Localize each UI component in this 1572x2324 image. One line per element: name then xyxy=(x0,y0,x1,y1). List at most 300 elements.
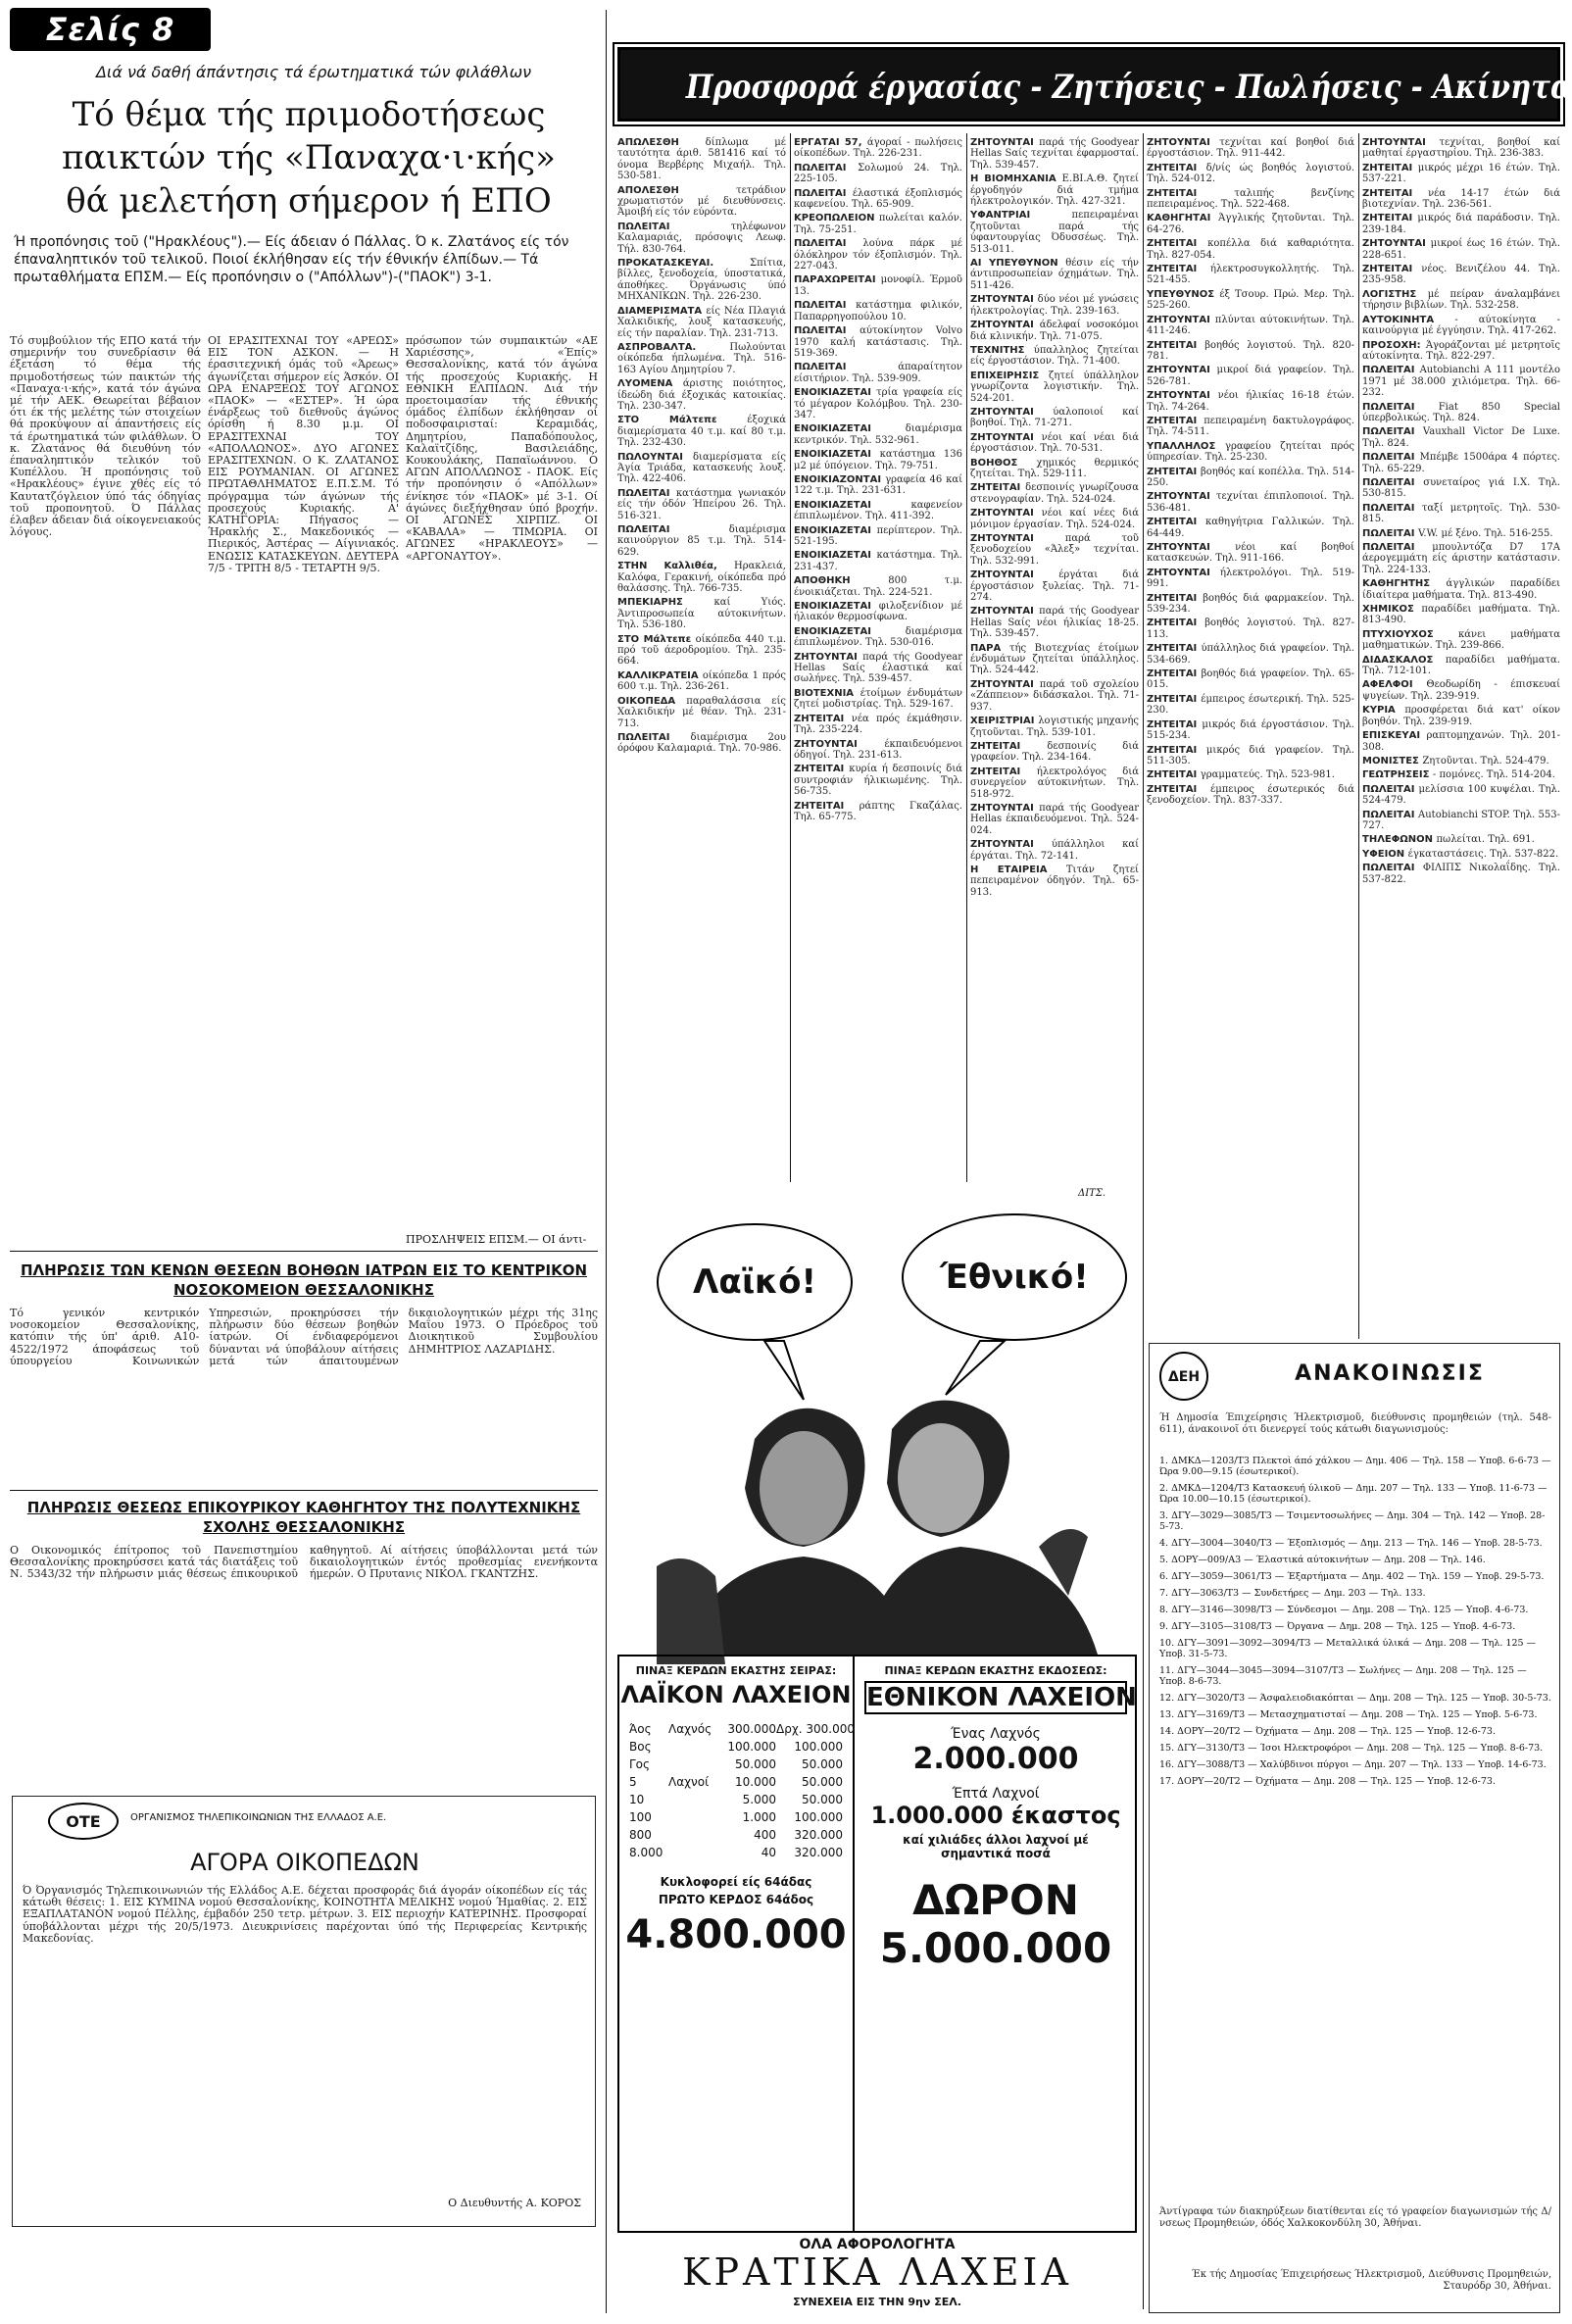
classified-ad-text: ράπτης Γκαζάλας. Τηλ. 65-775. xyxy=(794,800,962,822)
prize-row xyxy=(629,1738,843,1755)
classified-ad xyxy=(1362,784,1560,807)
classified-ad xyxy=(617,185,786,219)
lottery-footer: ΚΡΑΤΙΚΑ ΛΑΧΕΙΑ xyxy=(682,2250,1072,2294)
classified-ad xyxy=(1362,834,1560,845)
announcement-item: 8. ΔΓΥ—3146—3098/Τ3 — Σύνδεσμοι — Δημ. 208 — Τηλ. 125 — Υποβ. 4-6-73. xyxy=(1159,1605,1529,1615)
classified-ad xyxy=(1147,745,1354,767)
classified-ad-text: Autobianchi A 111 μοντέλο 1971 μέ 38.000 χιλιόμετρα. Τηλ. 66-232. xyxy=(1362,365,1560,399)
classified-ad xyxy=(794,213,962,235)
classified-ad-text: πεπειραμέναι ζητοῦνται παρά τής ύφαντουργίας Όδυσσέως. Τηλ. 513-011. xyxy=(970,210,1139,255)
classified-ad-text: νέοι καί νέες διά μόνιμον έργασίαν. Τηλ. 524-024. xyxy=(970,508,1139,530)
classified-ad xyxy=(617,452,786,485)
classified-ad-lead: ΖΗΤΟΥΝΤΑΙ xyxy=(1362,238,1431,250)
classified-ad-text: παραδίδει μαθήματα. Τηλ. 813-490. xyxy=(1362,604,1560,626)
classified-ad-text: ύπάλληλοι καί έργάται. Τηλ. 72-141. xyxy=(970,839,1139,862)
classified-ad-text: γραφεία 46 καί 122 τ.μ. Τηλ. 231-631. xyxy=(794,473,962,497)
article-column-1: Τό συμβούλιον τής ΕΠΟ κατά τήν σημερινήν του συνεδρίασιν θά έξετάση τό θέμα τής πριμοδοτήσεως τών παικτών τής «Παναχα·ι·κής», κατά τόν άγώνα μέ τήν ΑΕΚ. Θεωρείται βέβαιον ότι έκ τής μελέτης τών στοιχείων θά προκύψουν αί άπαντήσεις είς τά έρωτηματικά τών φιλάθλων. Ό κ. Ζλατάνος θά διευθύνη τόν έπαναληπτικόν τελικόν τοῦ Κυπέλλου. Ή προπόνησις τοῦ «Ηρακλέους» έγινε χθές είς τό Καυτατζόγλειον ύπό τάς όδηγίας τοῦ προπονητοῦ. Ό Πάλλας έλαβεν άδειαν διά οίκογενειακούς λόγους. xyxy=(10,334,205,539)
prize-cell-n: 5 xyxy=(629,1775,637,1789)
classified-ad-lead: Η ΒΙΟΜΗΧΑΝΙΑ xyxy=(970,173,1062,185)
announcement-item: 9. ΔΓΥ—3105—3108/Τ3 — Όργανα — Δημ. 208 — Τηλ. 125 — Υποβ. 4-6-73. xyxy=(1159,1621,1516,1632)
classified-ad-text: διαμερίσματα είς Άγία Τριάδα, κατασκευής λουξ. Τηλ. 422-406. xyxy=(617,451,786,485)
classified-ad-lead: ΧΗΜΙΚΟΣ xyxy=(1362,604,1422,616)
classified-ad-text: - πομόνες. Τηλ. 514-204. xyxy=(1432,769,1555,781)
prize-cell-amt: 5.000 xyxy=(742,1793,776,1806)
classified-ad xyxy=(1362,604,1560,626)
prize-cell-label xyxy=(668,1738,717,1755)
classified-ad-lead: ΕΝΟΙΚΙΑΖΕΤΑΙ xyxy=(794,387,877,399)
laiko-prize-table xyxy=(629,1720,856,1861)
classified-ad-lead: ΖΗΤΕΙΤΑΙ xyxy=(1147,769,1201,781)
prize-cell-label xyxy=(668,1755,717,1773)
announcement-item: 3. ΔΓΥ—3029—3085/Τ3 — Τσιμεντοσωλήνες — Δημ. 304 — Τηλ. 142 — Υποβ. 28-5-73. xyxy=(1159,1510,1546,1532)
classified-ad xyxy=(970,569,1139,603)
classified-ad-lead: ΒΟΗΘΟΣ xyxy=(970,457,1037,469)
classified-ad xyxy=(970,606,1139,639)
classified-ad-lead: ΖΗΤΕΙΤΑΙ xyxy=(794,764,850,775)
classified-ad-lead: ΖΗΤΟΥΝΤΑΙ xyxy=(1147,491,1216,503)
classified-ad-lead: ΠΩΛΕΙΤΑΙ xyxy=(617,221,731,232)
kicker: Διά νά δαθή άπάντησις τά έρωτηματικά τών φιλάθλων xyxy=(95,63,532,81)
classified-ad-text: Σολωμού 24. Τηλ. 225-105. xyxy=(794,162,962,185)
classified-ad-lead: ΖΗΤΟΥΝΤΑΙ xyxy=(1147,542,1236,553)
classified-ad-lead: ΖΗΤΟΥΝΤΑΙ xyxy=(970,137,1040,148)
classified-ad xyxy=(970,508,1139,530)
classified-ad-lead: ΖΗΤΕΙΤΑΙ xyxy=(1147,517,1205,528)
classified-ad xyxy=(970,432,1139,455)
classified-ad-text: έμπειρος έσωτερικός διά ξενοδοχείον. Τηλ. 837-337. xyxy=(1147,783,1355,807)
classified-ad xyxy=(1147,416,1354,438)
classified-ad xyxy=(970,345,1139,368)
classified-ad-lead: ΚΑΘΗΓΗΤΑΙ xyxy=(1147,213,1219,224)
classified-ad-text: έμπειρος έσωτερική. Τηλ. 525-230. xyxy=(1147,693,1354,717)
classified-ad-text: τεχνίται έπιπλοποιοί. Τηλ. 536-481. xyxy=(1147,491,1354,514)
classified-ad-text: κατάστημα 136 μ2 μέ ύπόγειον. Τηλ. 79-751. xyxy=(794,449,962,471)
classified-ad-lead: ΠΩΛΕΙΤΑΙ xyxy=(1362,401,1439,413)
announcement-item: 13. ΔΓΥ—3169/Τ3 — Μετασχηματισταί — Δημ. 208 — Τηλ. 125 — Υποβ. 5-6-73. xyxy=(1159,1709,1538,1720)
classified-ad xyxy=(617,561,786,594)
classified-ad xyxy=(794,575,962,598)
prize-row xyxy=(629,1808,843,1826)
classified-ad-lead: ΠΩΛΕΙΤΑΙ xyxy=(1362,476,1424,488)
classified-ad-text: νέα 14-17 έτών διά βιοτεχνίαν. Τηλ. 236-561. xyxy=(1362,187,1560,211)
classified-ad-lead: ΠΡΟΣΟΧΗ: xyxy=(1362,339,1426,351)
classified-ad-text: δ/νίς ώς βοηθός λογιστού. Τηλ. 524-012. xyxy=(1147,162,1354,185)
classified-ad xyxy=(617,306,786,339)
announcement-item: 10. ΔΓΥ—3091—3092—3094/Τ3 — Μεταλλικά ύλικά — Δημ. 208 — Τηλ. 125 — Υποβ. 31-5-73. xyxy=(1159,1638,1537,1659)
classified-ad-text: δύο νέοι μέ γνώσεις ήλεκτρολογίας. Τηλ. 239-163. xyxy=(970,294,1139,317)
classified-ad xyxy=(617,342,786,375)
subhead: Ή προπόνησις τοῦ ("Ηρακλέους").— Είς άδειαν ό Πάλλας. Ό κ. Ζλατάνος είς τόν έπαναληπτικόν τοῦ τελικοῦ. Ποιοί έκλήθησαν είς τήν έθνικήν έλπίδων.— Τά πρωταθλήματα ΕΠΣΜ.— Είς προπόνησιν ο ("Απόλλων")-("ΠΑΟΚ") 3-1. xyxy=(14,234,569,285)
classified-ad xyxy=(1362,542,1560,575)
classified-ad xyxy=(970,533,1139,567)
classified-ad xyxy=(1147,784,1354,807)
classified-ad xyxy=(970,482,1139,505)
classified-ad xyxy=(1147,568,1354,590)
classified-ad-lead: ΜΟΝΙΣΤΕΣ xyxy=(1362,755,1423,766)
classified-ad-text: πωλείται καλόν. Τηλ. 75-251. xyxy=(794,213,962,235)
classified-ad xyxy=(970,716,1139,738)
laiko-title: ΛΑΪΚΟΝ ΛΑΧΕΙΟΝ xyxy=(620,1681,852,1708)
classified-ad-text: έγκαταστάσεις. Τηλ. 537-822. xyxy=(1407,848,1559,860)
classified-ad xyxy=(1362,655,1560,677)
classified-ad-text: Ζητοῦνται. Τηλ. 524-479. xyxy=(1422,755,1549,766)
classified-ad-lead: ΖΗΤΕΙΤΑΙ xyxy=(1147,187,1235,199)
classified-ad xyxy=(1362,264,1560,286)
classified-ad xyxy=(794,525,962,548)
classified-ad-text: δίπλωμα μέ ταυτότητα άριθ. 581416 καί τό όνομα Βερβέρης Μιχαήλ. Τηλ. 530-581. xyxy=(617,137,786,182)
continued-note: ΣΥΝΕΧΕΙΑ ΕΙΣ ΤΗΝ 9ην ΣΕΛ. xyxy=(793,2296,961,2308)
classified-ad-lead: ΔΙΑΜΕΡΙΣΜΑΤΑ xyxy=(617,305,707,317)
announcement-item: 7. ΔΓΥ—3063/Τ3 — Συνδετήρες — Δημ. 203 — Τηλ. 133. xyxy=(1159,1588,1426,1599)
classified-ad xyxy=(794,387,962,420)
classified-ad xyxy=(1362,315,1560,337)
classified-ad-lead: ΠΩΛΕΙΤΑΙ xyxy=(1362,502,1422,514)
classified-ad-lead: ΑΠΩΛΕΣΘΗ xyxy=(617,137,706,148)
notice-hospital-text: Τό γενικόν κεντρικόν νοσοκομείον Θεσσαλονίκης, κατόπιν τής ύπ' άριθ. Α10-4522/1972 άποφάσεως τοῦ ύπουργείου Κοινωνικών Υπηρεσιών, προκηρύσσει τήν πλήρωσιν δύο θέσεων βοηθών ίατρών. Οί ένδιαφερόμενοι δύνανται νά ύποβάλουν αίτήσεις μετά τών άπαιτουμένων δικαιολογητικών μέχρι τής 31ης Μαΐου 1973. Ο Πρόεδρος τοῦ Διοικητικοῦ Συμβουλίου ΔΗΜΗΤΡΙΟΣ ΛΑΖΑΡΙΔΗΣ. xyxy=(10,1307,602,1367)
prize-cell-total: 320.000 xyxy=(794,1828,843,1842)
classified-ad-text: προσφέρεται διά κατ' οίκον βοηθόν. Τηλ. 239-919. xyxy=(1362,705,1560,727)
classified-ad xyxy=(1147,238,1354,261)
classified-ad-text: Πωλούνται οίκόπεδα ήπλωμένα. Τηλ. 516-163 Αγίου Δημητρίου 7. xyxy=(617,341,786,375)
classified-ad xyxy=(1362,769,1560,780)
classified-ad-text: παρά τής Goodyear Hellas Sαίς έλαστικά καί σωλήνες. Τηλ. 539-457. xyxy=(794,651,962,685)
bubble-right-text: Έθνικό! xyxy=(940,1258,1089,1297)
classified-ad-lead: ΖΗΤΟΥΝΤΑΙ xyxy=(1147,390,1218,402)
prize-cell-amt: 1.000 xyxy=(742,1810,776,1824)
classified-ad-text: Ε.ΒΙ.Α.Θ. ζητεί έργοδηγόν διά τμήμα ήλεκτρολογικόν. Τηλ. 427-321. xyxy=(970,173,1139,208)
classifieds-col-b xyxy=(794,137,962,1176)
article-column-2: ΟΙ ΕΡΑΣΙΤΕΧΝΑΙ ΤΟΥ «ΑΡΕΩΣ» ΕΙΣ ΤΟΝ ΑΣΚΟΝ. — Η έρασιτεχνική όμάς τοῦ «Άρεως» άγωνίζεται σήμερον είς Άσκόν. ΟΙ ΩΡΑ ΕΝΑΡΞΕΩΣ ΤΟΥ ΑΓΩΝΟΣ «ΠΑΟΚ» — «ΕΣΤΕΡ». Ή ώρα ένάρξεως τοῦ διεθνοῦς άγώνος όρίσθη ή 8.30 μ.μ. ΟΙ ΕΡΑΣΙΤΕΧΝΑΙ ΤΟΥ «ΑΠΟΛΛΩΝΟΣ». ΔΥΟ ΑΓΩΝΕΣ ΕΡΑΣΙΤΕΧΝΩΝ. Ο Κ. ΖΛΑΤΑΝΟΣ ΕΙΣ ΡΟΥΜΑΝΙΑΝ. ΟΙ ΑΓΩΝΕΣ ΠΡΩΤΑΘΛΗΜΑΤΟΣ Ε.Π.Σ.Μ. Τό πρόγραμμα τών άγώνων τής προσεχούς Κυριακής. Α' ΚΑΤΗΓΟΡΙΑ: Πήγασος — Ήρακλής Σ., Μακεδονικός — Πιερικός, Άστέρας — Αίγινιακός. ΕΝΩΣΙΣ ΚΑΤΑΣΚΕΥΩΝ. ΔΕΥΤΕΡΑ 7/5 - ΤΡΙΤΗ 8/5 - ΤΕΤΑΡΤΗ 9/5. xyxy=(208,334,403,574)
classified-ad-text: αύτοκίνητον Volvo 1970 καλή κατάστασις. Τηλ. 519-369. xyxy=(794,325,962,359)
ethniko-panel xyxy=(857,1656,1135,2231)
classified-ad xyxy=(970,371,1139,404)
announcement-item: 15. ΔΓΥ—3130/Τ3 — Ίσοι Ηλεκτροφόροι — Δημ. 208 — Τηλ. 125 — Υποβ. 8-6-73. xyxy=(1159,1743,1544,1754)
classified-ad-lead: ΑΙ ΥΠΕΥΘΥΝΟΝ xyxy=(970,258,1066,270)
classified-ad-lead: ΕΝΟΙΚΙΑΖΕΤΑΙ xyxy=(794,550,877,562)
prize-row xyxy=(629,1844,843,1861)
classified-ad xyxy=(1147,390,1354,413)
classified-ad xyxy=(794,274,962,297)
classified-ad-text: Άγγλικής ζητοῦνται. Τηλ. 64-276. xyxy=(1147,213,1354,235)
classified-ad xyxy=(1362,340,1560,363)
classified-ad-lead: ΠΑΡΑΧΩΡΕΙΤΑΙ xyxy=(794,274,881,286)
classified-ad-lead: ΠΩΛΕΙΤΑΙ xyxy=(1362,809,1419,820)
classified-ad xyxy=(970,258,1139,291)
ote-text: Ό Όργανισμός Τηλεπικοινωνιών τής Ελλάδος Α.Ε. δέχεται προσφοράς διά άγοράν οίκοπέδων είς τάς κάτωθι θέσεις: 1. ΕΙΣ ΚΥΜΙΝΑ νομού Θεσσαλονίκης, ΚΟΙΝΟΤΗΤΑ ΜΕΛΙΚΗΣ νομού Ήμαθίας. 2. ΕΙΣ ΕΞΑΠΛΑΤΑΝΟΝ νομού Πέλλης, έμβαδόν 250 τετρ. μέτρων. 3. ΕΙΣ περιοχήν ΚΑΤΕΡΙΝΗΣ. Προσφοραί ύποβάλλονται μέχρι τής 20/5/1973. Διευκρινίσεις παρέχονται ύπό τής Περιφερείας Κεντρικής Μακεδονίας. xyxy=(23,1884,591,1945)
classified-ad-text: μικροί διά γραφείον. Τηλ. 526-781. xyxy=(1147,365,1354,387)
classifieds-col-c xyxy=(970,137,1139,1176)
announcement-item: 1. ΔΜΚΔ—1203/Τ3 Πλεκτοὶ άπό χάλκου — Δημ. 406 — Τηλ. 158 — Υποβ. 6-6-73 — Ώρα 9.00—9.15 (έσωτερικοί). xyxy=(1159,1456,1551,1477)
lottery-illustration xyxy=(617,1341,1137,1655)
classified-ad xyxy=(794,474,962,497)
announcements-box xyxy=(1149,1343,1560,2313)
classified-ad xyxy=(1362,629,1560,652)
laiko-kicker: ΠΙΝΑΞ ΚΕΡΔΩΝ ΕΚΑΣΤΗΣ ΣΕΙΡΑΣ: xyxy=(635,1664,837,1677)
classified-ad-text: κατάστημα γωνιακόν είς τήν όδόν Ήπείρου 26. Τηλ. 516-321. xyxy=(617,487,786,521)
ote-sign: Ο Διευθυντής Α. ΚΟΡΟΣ xyxy=(448,2197,581,2209)
classified-ad xyxy=(1147,315,1354,337)
classified-ad-text: μικρός διά έργοστάσιον. Τηλ. 515-234. xyxy=(1147,718,1354,742)
notice-professor-title: ΠΛΗΡΩΣΙΣ ΘΕΣΕΩΣ ΕΠΙΚΟΥΡΙΚΟΥ ΚΑΘΗΓΗΤΟΥ ΤΗΣ ΠΟΛΥΤΕΧΝΙΚΗΣ ΣΧΟΛΗΣ ΘΕΣΣΑΛΟΝΙΚΗΣ xyxy=(26,1499,581,1536)
classified-ad xyxy=(1362,402,1560,424)
classified-ad-lead: ΖΗΤΕΙΤΑΙ xyxy=(1147,783,1211,795)
prize-cell-n: 800 xyxy=(629,1828,652,1842)
classified-ad-text: πεπειραμένη δακτυλογράφος. Τηλ. 74-511. xyxy=(1147,415,1354,438)
classified-ad xyxy=(970,320,1139,342)
prize-cell-total: 50.000 xyxy=(802,1793,843,1806)
classified-ad-text: μέ πείραν άναλαμβάνει τήρησιν βιβλίων. Τηλ. 532-258. xyxy=(1362,288,1561,312)
classified-ad xyxy=(617,670,786,693)
classified-ad-text: παρά τοῦ ξενοδοχείου «Άλεξ» τεχνίται. Τηλ. 532-991. xyxy=(970,533,1139,567)
classified-ad xyxy=(1362,452,1560,474)
classified-ad-text: κοπέλλα διά καθαριότητα. Τηλ. 827-054. xyxy=(1147,238,1354,261)
laiko-panel xyxy=(619,1656,855,2231)
prize-cell-amt: 10.000 xyxy=(735,1775,776,1789)
classified-ad-text: νέα πρός έκμάθησιν. Τηλ. 235-224. xyxy=(794,713,962,736)
classified-ad-lead: ΖΗΤΟΥΝΤΑΙ xyxy=(970,406,1054,418)
classified-ad-text: τεχνίται, βοηθοί καί μαθηταί έργαστηρίου. Τηλ. 236-383. xyxy=(1362,137,1560,160)
classified-ad xyxy=(794,626,962,649)
classified-ad-lead: ΕΝΟΙΚΙΑΖΟΝΤΑΙ xyxy=(794,473,886,485)
classified-ad xyxy=(794,739,962,762)
classified-ad xyxy=(794,500,962,522)
classified-ad xyxy=(1147,694,1354,717)
classified-ad-text: άγγλικών παραδίδει ίδιαίτερα μαθήματα. Τηλ. 813-490. xyxy=(1362,578,1560,601)
classified-ad xyxy=(794,423,962,446)
classified-ad-lead: ΖΗΤΕΙΤΑΙ xyxy=(970,740,1048,752)
classified-ad xyxy=(970,643,1139,676)
classified-ad-lead: ΕΡΓΑΤΑΙ 57, xyxy=(794,137,867,148)
classified-ad xyxy=(1147,441,1354,464)
prize-cell-total: 320.000 xyxy=(794,1846,843,1859)
headline-line-3: θά μελετήση σήμερον ή ΕΠΟ xyxy=(66,181,552,221)
prize-cell-n: Άος xyxy=(629,1722,652,1736)
classified-ad-lead: ΕΝΟΙΚΙΑΖΕΤΑΙ xyxy=(794,423,906,435)
classified-ad xyxy=(1362,810,1560,832)
classified-ad xyxy=(970,458,1139,480)
classified-ad-lead: ΥΦΕΙΟΝ xyxy=(1362,848,1408,860)
classified-ad-text: βοηθός διά γραφείον. Τηλ. 65-015. xyxy=(1147,668,1354,691)
classified-ad-lead: ΠΩΛΕΙΤΑΙ xyxy=(794,300,857,312)
prize-cell-n: 100 xyxy=(629,1810,652,1824)
prize-row xyxy=(629,1826,843,1844)
classified-ad-lead: ΖΗΤΟΥΝΤΑΙ xyxy=(794,738,885,750)
classified-ad xyxy=(617,634,786,668)
classified-ad-text: βοηθός λογιστού. Τηλ. 820-781. xyxy=(1147,339,1354,362)
classified-ad-text: γραμματεύς. Τηλ. 523-981. xyxy=(1200,769,1335,781)
classified-ad xyxy=(1362,863,1560,885)
classified-ad-lead: ΛΥΟΜΕΝΑ xyxy=(617,378,683,390)
classified-ad xyxy=(1147,542,1354,565)
classified-ad-lead: ΖΗΤΟΥΝΤΑΙ xyxy=(794,651,863,663)
classified-ad-lead: ΧΕΙΡΙΣΤΡΙΑΙ xyxy=(970,716,1039,727)
classified-ad-lead: ΕΝΟΙΚΙΑΖΕΤΑΙ xyxy=(794,601,879,613)
classified-ad-lead: ΖΗΤΕΙΤΑΙ xyxy=(1362,162,1418,173)
ethniko-seven-amount: 1.000.000 έκαστος xyxy=(870,1802,1121,1829)
classified-ad xyxy=(794,238,962,272)
bubble-left-text: Λαϊκό! xyxy=(693,1262,816,1302)
classified-ad-text: συνεταίρος γιά Ι.Χ. Τηλ. 530-815. xyxy=(1362,476,1560,500)
deh-logo xyxy=(1159,1352,1208,1401)
classified-ad xyxy=(1362,137,1560,160)
classified-ad-lead: ΑΥΤΟΚΙΝΗΤΑ xyxy=(1362,314,1455,325)
ethniko-rest: καί χιλιάδες άλλοι λαχνοί μέ σημαντικά ποσά xyxy=(903,1833,1089,1860)
classified-ad-text: ήλεκτρολόγοι. Τηλ. 519-991. xyxy=(1147,567,1354,590)
classified-ad-lead: ΖΗΤΟΥΝΤΑΙ xyxy=(970,533,1065,544)
prize-cell-amt: 50.000 xyxy=(735,1757,776,1771)
bubble-right xyxy=(902,1213,1127,1341)
classified-ad-lead: ΠΩΛΕΙΤΑΙ xyxy=(794,187,853,199)
classified-ad-lead: ΖΗΤΕΙΤΑΙ xyxy=(1147,415,1204,426)
classified-ad-text: άπαραίτητον είσιτήριον. Τηλ. 539-909. xyxy=(794,362,962,384)
classified-ad-lead: ΜΠΕΚΙΑΡΗΣ xyxy=(617,597,714,609)
classified-ad-lead: ΖΗΤΟΥΝΤΑΙ xyxy=(970,431,1042,443)
classified-ad-text: μικροί έως 16 έτών. Τηλ. 228-651. xyxy=(1362,238,1560,261)
classified-ad xyxy=(794,764,962,797)
prize-cell-label: Λαχνός xyxy=(668,1722,712,1736)
classified-ad-lead: ΤΗΛΕΦΩΝΟΝ xyxy=(1362,834,1437,846)
classified-ad-lead: ΖΗΤΕΙΤΑΙ xyxy=(1147,718,1203,730)
classified-ad xyxy=(1362,163,1560,185)
classifieds-banner-text: Προσφορά έργασίας - Ζητήσεις - Πωλήσεις - Ακίνητα xyxy=(685,68,1572,107)
lottery-tables xyxy=(617,1655,1137,2233)
prize-cell-n: Γος xyxy=(629,1757,651,1771)
classified-ad xyxy=(970,865,1139,898)
classified-ad xyxy=(617,258,786,303)
classified-ad-lead: ΛΟΓΙΣΤΗΣ xyxy=(1362,288,1428,300)
classified-ad xyxy=(617,415,786,448)
classified-ad-text: Θεοδωρίδη - έπισκευαί ψυγείων. Τηλ. 239-919. xyxy=(1362,679,1560,702)
classified-ad-lead: ΠΩΛΕΙΤΑΙ xyxy=(617,524,729,535)
ote-org: ΟΡΓΑΝΙΣΜΟΣ ΤΗΛΕΠΙΚΟΙΝΩΝΙΩΝ ΤΗΣ ΕΛΛΑΔΟΣ Α.Ε. xyxy=(130,1812,387,1823)
column-divider xyxy=(966,133,967,1182)
classified-ad xyxy=(794,449,962,471)
classified-ad-lead: ΕΝΟΙΚΙΑΖΕΤΑΙ xyxy=(794,449,880,461)
classified-ad-lead: ΠΩΛΕΙΤΑΙ xyxy=(794,362,899,373)
classified-ad xyxy=(794,300,962,322)
classified-ad xyxy=(1362,289,1560,312)
classified-ad xyxy=(794,325,962,359)
classified-ad-lead: ΔΙΔΑΣΚΑΛΟΣ xyxy=(1362,654,1446,666)
ote-logo xyxy=(48,1803,119,1840)
prize-cell-amt: 100.000 xyxy=(727,1740,776,1754)
classified-ad xyxy=(970,407,1139,429)
classified-ad xyxy=(617,696,786,729)
classified-ad-text: ταλιπής βενζίνης πεπειραμένος. Τηλ. 522-468. xyxy=(1147,187,1354,211)
classified-ad-text: νέος. Βενιζέλου 44. Τηλ. 235-958. xyxy=(1362,264,1560,286)
ote-ad xyxy=(12,1796,596,2227)
classified-ad-lead: ΥΠΑΛΛΗΛΟΣ xyxy=(1147,440,1225,452)
classified-ad-lead: ΖΗΤΟΥΝΤΑΙ xyxy=(970,839,1052,851)
prize-cell-n: 10 xyxy=(629,1793,645,1806)
classified-ad xyxy=(1362,213,1560,235)
classified-ad-text: ζητεί ύπάλληλον γνωρίζοντα λογιστικήν. Τηλ. 524-201. xyxy=(970,370,1140,404)
classified-ad-text: διαμέρισμα έπιπλωμένον. Τηλ. 530-016. xyxy=(794,625,962,649)
ethniko-one-amount: 2.000.000 xyxy=(912,1742,1079,1776)
classifieds-col-a xyxy=(617,137,786,1176)
prize-row xyxy=(629,1773,843,1791)
announcement-item: 4. ΔΓΥ—3004—3040/Τ3 — Έξοπλισμός — Δημ. 213 — Τηλ. 146 — Υποβ. 28-5-73. xyxy=(1159,1538,1543,1549)
announcements-intro: Ή Δημοσία Έπιχείρησις Ήλεκτρισμοῦ, διεύθυνσις προμηθειών (τηλ. 548-611), άνακοινοῖ ότι διενεργεί τούς κάτωθι διαγωνισμούς: xyxy=(1159,1412,1551,1435)
classified-ad-text: V.W. μέ ξένο. Τηλ. 516-255. xyxy=(1417,527,1553,539)
classified-ad-text: Fiat 850 Special ύπερβολικώς. Τηλ. 824. xyxy=(1362,401,1560,423)
classified-ad-text: άριστης ποιότητος, ίδεώδη διά έξοχικάς κατοικίας. Τηλ. 230-347. xyxy=(617,378,786,412)
lottery-artist: ΔΙΤΣ. xyxy=(1078,1188,1106,1199)
divider xyxy=(10,1490,598,1491)
classified-ad-lead: ΚΡΕΟΠΩΛΕΙΟΝ xyxy=(794,213,879,224)
classified-ad xyxy=(1147,643,1354,666)
classified-ad-text: μικρός μέχρι 16 έτών. Τηλ. 537-221. xyxy=(1362,162,1560,185)
classified-ad-text: περίπτερον. Τηλ. 521-195. xyxy=(794,524,962,547)
classified-ad-lead: ΠΩΛΕΙΤΑΙ xyxy=(794,238,863,250)
classified-ad-lead: ΒΙΟΤΕΧΝΙΑ xyxy=(794,687,860,699)
classified-ad-lead: ΖΗΤΟΥΝΤΑΙ xyxy=(1362,137,1440,148)
classified-ad-text: παρά τής Goodyear Hellas Sαίς νέοι ήλικίας 18-25. Τηλ. 539-457. xyxy=(970,606,1139,640)
classified-ad xyxy=(1362,477,1560,500)
classified-ad xyxy=(1147,188,1354,211)
classified-ad-lead: ΖΗΤΕΙΤΑΙ xyxy=(1147,618,1205,629)
classified-ad xyxy=(794,714,962,736)
classified-ad-text: άδελφαί νοσοκόμοι διά κλινικήν. Τηλ. 71-075. xyxy=(970,320,1139,342)
classified-ad-text: παραθαλάσσια είς Χαλκιδικήν μέ θέαν. Τηλ. 231-713. xyxy=(617,695,786,729)
classified-ad-text: τεχνίται καί βοηθοί διά έργοστάσιον. Τηλ. 911-442. xyxy=(1147,137,1354,160)
article-column-3-footer: ΠΡΟΣΛΗΨΕΙΣ ΕΠΣΜ.— ΟΙ άντι- xyxy=(406,1233,587,1246)
classified-ad-lead: ΠΤΥΧΙΟΥΧΟΣ xyxy=(1362,628,1458,640)
prize-cell-total: 100.000 xyxy=(794,1740,843,1754)
prize-cell-total: 50.000 xyxy=(802,1757,843,1771)
classified-ad-lead: ΠΡΟΚΑΤΑΣΚΕΥΑΙ. xyxy=(617,258,751,270)
classified-ad-lead: ΚΑΛΛΙΚΡΑΤΕΙΑ xyxy=(617,669,703,681)
classified-ad-lead: ΖΗΤΕΙΤΑΙ xyxy=(970,766,1037,777)
classified-ad-text: θέσιν είς τήν άντιπροσωπείαν όχημάτων. Τηλ. 511-426. xyxy=(970,258,1139,291)
classified-ad-text: βοηθός διά φαρμακείον. Τηλ. 539-234. xyxy=(1147,592,1354,616)
classified-ad-lead: ΖΗΤΟΥΝΤΑΙ xyxy=(970,678,1040,690)
prize-cell-total: 100.000 xyxy=(794,1810,843,1824)
classified-ad-lead: ΟΙΚΟΠΕΔΑ xyxy=(617,695,687,707)
classified-ad-text: νέοι καί βοηθοί κατασκευών. Τηλ. 911-166. xyxy=(1147,542,1354,565)
classified-ad-lead: ΠΩΛΕΙΤΑΙ xyxy=(794,325,860,337)
classified-ad-text: διαμέρισμα καινούργιον 85 τ.μ. Τηλ. 514-629. xyxy=(617,524,786,558)
classified-ad-lead: ΖΗΤΟΥΝΤΑΙ xyxy=(1147,137,1220,148)
announcement-item: 6. ΔΓΥ—3059—3061/Τ3 — Έξαρτήματα — Δημ. 402 — Τηλ. 159 — Υποβ. 29-5-73. xyxy=(1159,1571,1545,1582)
classified-ad-lead: ΖΗΤΟΥΝΤΑΙ xyxy=(970,606,1040,618)
classified-ad-text: Μπέμβε 1500άρα 4 πόρτες. Τηλ. 65-229. xyxy=(1362,452,1560,474)
classified-ad-text: παρά τής Goodyear Hellas Sαίς τεχνίται έφαρμοσταί. Τηλ. 539-457. xyxy=(970,137,1139,171)
classified-ad-text: έλαστικά έξοπλισμός καφενείου. Τηλ. 65-909. xyxy=(794,187,962,211)
classified-ad-lead: ΣΤΟ Μάλτεπε xyxy=(617,415,748,426)
classified-ad-lead: ΠΩΛΕΙΤΑΙ xyxy=(617,487,676,499)
classified-ad-text: πωλείται. Τηλ. 691. xyxy=(1436,834,1535,846)
classified-ad-text: Ηρακλειά, Καλόφα, Γερακινή, οίκόπεδα πρό θαλάσσης. Τηλ. 766-735. xyxy=(617,561,786,595)
classified-ad xyxy=(1147,213,1354,235)
classified-ad-lead: ΖΗΤΟΥΝΤΑΙ xyxy=(1147,567,1220,578)
prize-cell-n: Βος xyxy=(629,1740,652,1754)
classified-ad xyxy=(617,732,786,755)
headline-line-2: παικτών τής «Παναχα·ι·κής» xyxy=(62,138,556,177)
classified-ad-lead: ΓΕΩΤΡΗΣΕΙΣ xyxy=(1362,769,1433,781)
classifieds-banner xyxy=(617,47,1572,122)
prize-cell-total: 50.000 xyxy=(802,1775,843,1789)
classified-ad-lead: ΠΩΛΕΙΤΑΙ xyxy=(1362,527,1418,539)
ethniko-one: Ένας Λαχνός xyxy=(951,1726,1041,1742)
classified-ad xyxy=(1362,528,1560,539)
classified-ad xyxy=(794,688,962,711)
classified-ad-lead: ΥΦΑΝΤΡΙΑΙ xyxy=(970,210,1072,222)
classified-ad-lead: ΣΤΗΝ Καλλιθέα, xyxy=(617,561,735,572)
classified-ad-text: ήλεκτροσυγκολλητής. Τηλ. 521-455. xyxy=(1147,264,1354,286)
announcement-item: 14. ΔΟΡΥ—20/Τ2 — Όχήματα — Δημ. 208 — Τηλ. 125 — Υποβ. 12-6-73. xyxy=(1159,1726,1496,1737)
classified-ad xyxy=(794,188,962,211)
